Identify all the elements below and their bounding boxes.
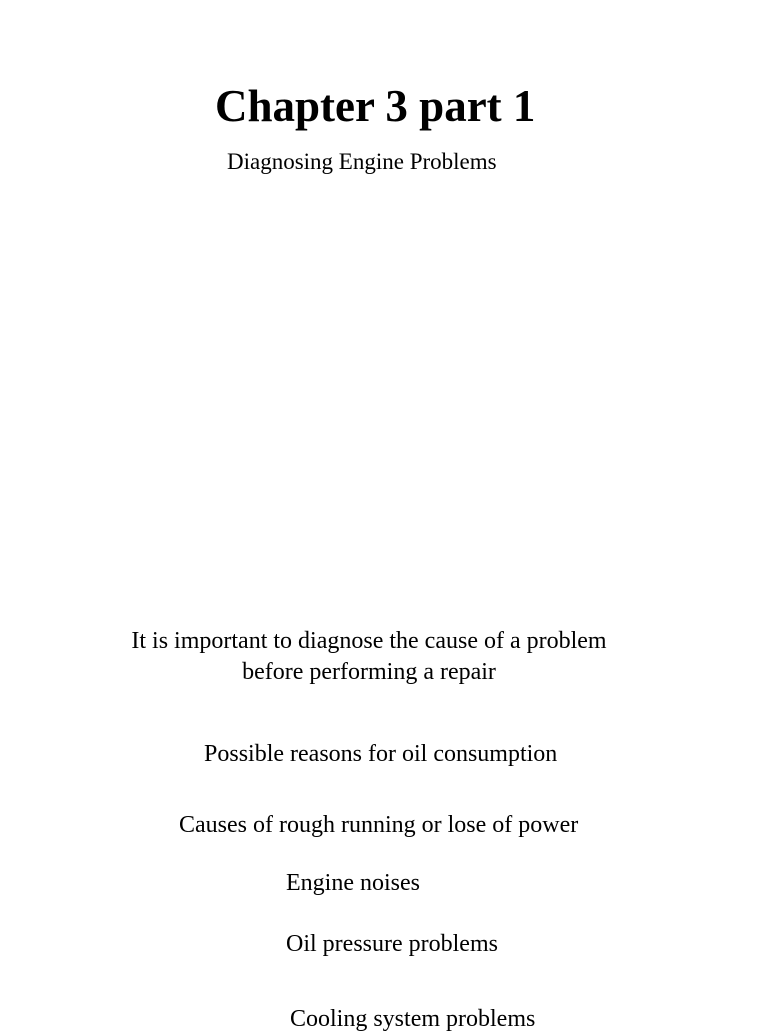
topic-engine-noises: Engine noises [286, 870, 420, 896]
page-subtitle: Diagnosing Engine Problems [227, 149, 497, 174]
topic-rough-running: Causes of rough running or lose of power [179, 812, 579, 838]
intro-line-1: It is important to diagnose the cause of a problem [131, 628, 607, 654]
intro-line-2: before performing a repair [242, 659, 496, 685]
topic-oil-consumption: Possible reasons for oil consumption [204, 741, 558, 767]
topic-oil-pressure: Oil pressure problems [286, 931, 498, 957]
intro-paragraph [113, 626, 625, 688]
topic-cooling-system: Cooling system problems [290, 1006, 536, 1032]
page-title: Chapter 3 part 1 [215, 81, 536, 131]
